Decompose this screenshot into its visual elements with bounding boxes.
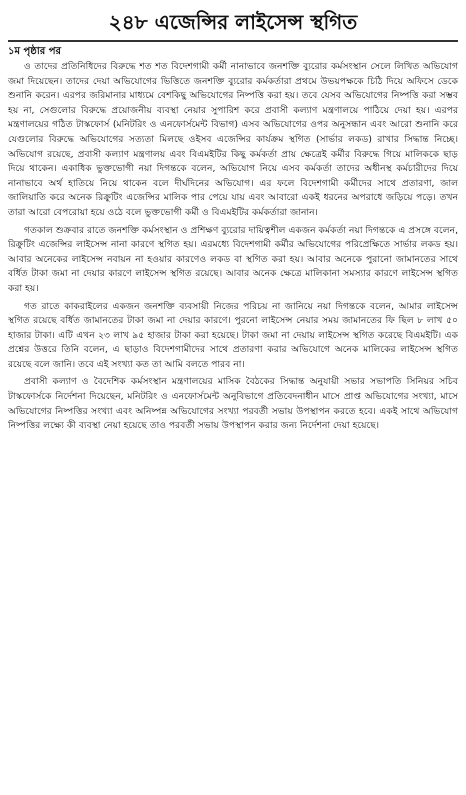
article-paragraph-1: ও তাদের প্রতিনিধিদের বিরুদ্ধে শত শত বিদেশগামী কর্মী নানাভাবে জনশক্তি ব্যুরোর কর্মসংস্থান সেলে লিখিত অভিযোগ জমা দিয়েছেন। তাদের দেয়া অভিযোগের ভিত্তিতে জনশক্তি ব্যুরোর কর্মকর্তারা প্রথমে উভয়পক্ষকে চিঠি দিয়ে অফিসে ডেকে শুনানি করেন। এরপর জরিমানার মাধ্যমে বেশকিছু অভিযোগের নিষ্পত্তি করা হয়। তবে যেসব অভিযোগের নিষ্পত্তি করা সম্ভব হয় না, সেগুলোর বিরুদ্ধে প্রয়োজনীয় ব্যবস্থা নেয়ার সুপারিশ করে প্রবাসী কল্যাণ মন্ত্রণালয়ে পাঠিয়ে দেয়া হয়। এরপর মন্ত্রণালয়ের গঠিত টাস্কফোর্স (মনিটরিং ও এনফোর্সমেন্ট বিভাগ) এসব অভিযোগের ওপর অনুসন্ধান এবং আরো শুনানি করে যেগুলোর বিরুদ্ধে অভিযোগের সত্যতা মিলছে ওইসব এজেন্সির কার্যক্রম স্থগিত (সার্ভার লকড) রাখার সিদ্ধান্ত নিচ্ছে। অভিযোগ রয়েছে, প্রবাসী কল্যাণ মন্ত্রণালয় এবং বিএমইটির কিছু কর্মকর্তা প্রায় ক্ষেত্রেই কর্মীর বিরুদ্ধে গিয়ে মালিককে ছাড় দিয়ে থাকেন। একাধিক ভুক্তভোগী নয়া দিগন্তকে বলেন, অভিযোগ নিয়ে এসব কর্মকর্তা তাদের অধীনস্থ কর্মচারীদের দিয়ে নানাভাবে অর্থ হাতিয়ে নিয়ে থাকেন বলে দীর্ঘদিনের অভিযোগ। এর ফলে বিদেশগামী কর্মীদের সাথে প্রতারণা, জাল জালিয়াতি করে অনেক রিক্রুটিং এজেন্সির মালিক পার পেয়ে যায় এবং আবারো একই ধরনের অপরাধে জড়িয়ে পড়ে। তখন তারা আরো বেপরোয়া হয়ে ওঠে বলে ভুক্তভোগী কর্মী ও বিএমইটির কর্মকর্তারা জানান। [8,61,458,218]
headline-divider [8,40,458,42]
headline: ২৪৮ এজেন্সির লাইসেন্স স্থগিত [108,10,358,34]
continued-from-label: ১ম পৃষ্ঠার পর [8,46,61,57]
article-paragraph-2: গতকাল শুক্রবার রাতে জনশক্তি কর্মসংস্থান ও প্রশিক্ষণ ব্যুরোর দায়িত্বশীল একজন কর্মকর্তা নয়া দিগন্তকে এ প্রসঙ্গে বলেন, রিক্রুটিং এজেন্সির লাইসেন্স নানা কারণে স্থগিত হয়। এরমধ্যে বিদেশগামী কর্মীর অভিযোগের পরিপ্রেক্ষিতে সার্ভার লকড হয়। আবার অনেকের লাইসেন্স নবায়ন না হওয়ার কারণেও লকড বা স্থগিত করা হয়। আবার অনেকে পুরানো জামানতের সাথে বর্ধিত টাকা জমা না দেয়ার কারণে লাইসেন্স স্থগিত রয়েছে। আবার অনেক ক্ষেত্রে মালিকানা সমস্যার কারণে লাইসেন্স স্থগিত করা হয়। [8,224,458,294]
article-paragraph-3: গত রাতে কাকরাইলের একজন জনশক্তি ব্যবসায়ী নিজের পরিচয় না জানিয়ে নয়া দিগন্তকে বলেন, আমার লাইসেন্স স্থগিত রয়েছে বর্ধিত জামানতের টাকা জমা না দেয়ার কারণে। পুরনো লাইসেন্স নেয়ার সময় জামানতের ফি ছিল ৮ লাখ ৫০ হাজার টাকা। এটি এখন ২৩ লাখ ৯৫ হাজার টাকা করা হয়েছে। টাকা জমা না দেয়ায় লাইসেন্স স্থগিত করেছে বিএমইটি। এক প্রশ্নের উত্তরে তিনি বলেন, এ ছাড়াও বিদেশগামীদের সাথে প্রতারণা করার অভিযোগে অনেক মালিকের লাইসেন্স স্থগিত রয়েছে বলে জানি। তবে এই সংখ্যা কত তা আমি বলতে পারব না। [8,300,458,370]
article-paragraph-4: প্রবাসী কল্যাণ ও বৈদেশিক কর্মসংস্থান মন্ত্রণালয়ের মাসিক বৈঠকের সিদ্ধান্ত অনুযায়ী সভার সভাপতি সিনিয়র সচিব টাস্কফোর্সকে নির্দেশনা দিয়েছেন, মনিটরিং ও এনফোর্সমেন্ট অনুবিভাগে প্রতিবেদনাধীন মাসে প্রাপ্ত অভিযোগের সংখ্যা, মাসে অভিযোগের নিষ্পত্তির সংখ্যা এবং অনিষ্পন্ন অভিযোগের সংখ্যা পরবর্তী সভায় উপস্থাপন করতে হবে। একই সাথে অভিযোগ নিষ্পত্তির লক্ষ্যে কী ব্যবস্থা নেয়া হয়েছে তাও পরবর্তী সভায় উপস্থাপন করার জন্য নির্দেশনা দেয়া হয়েছে। [8,376,458,432]
